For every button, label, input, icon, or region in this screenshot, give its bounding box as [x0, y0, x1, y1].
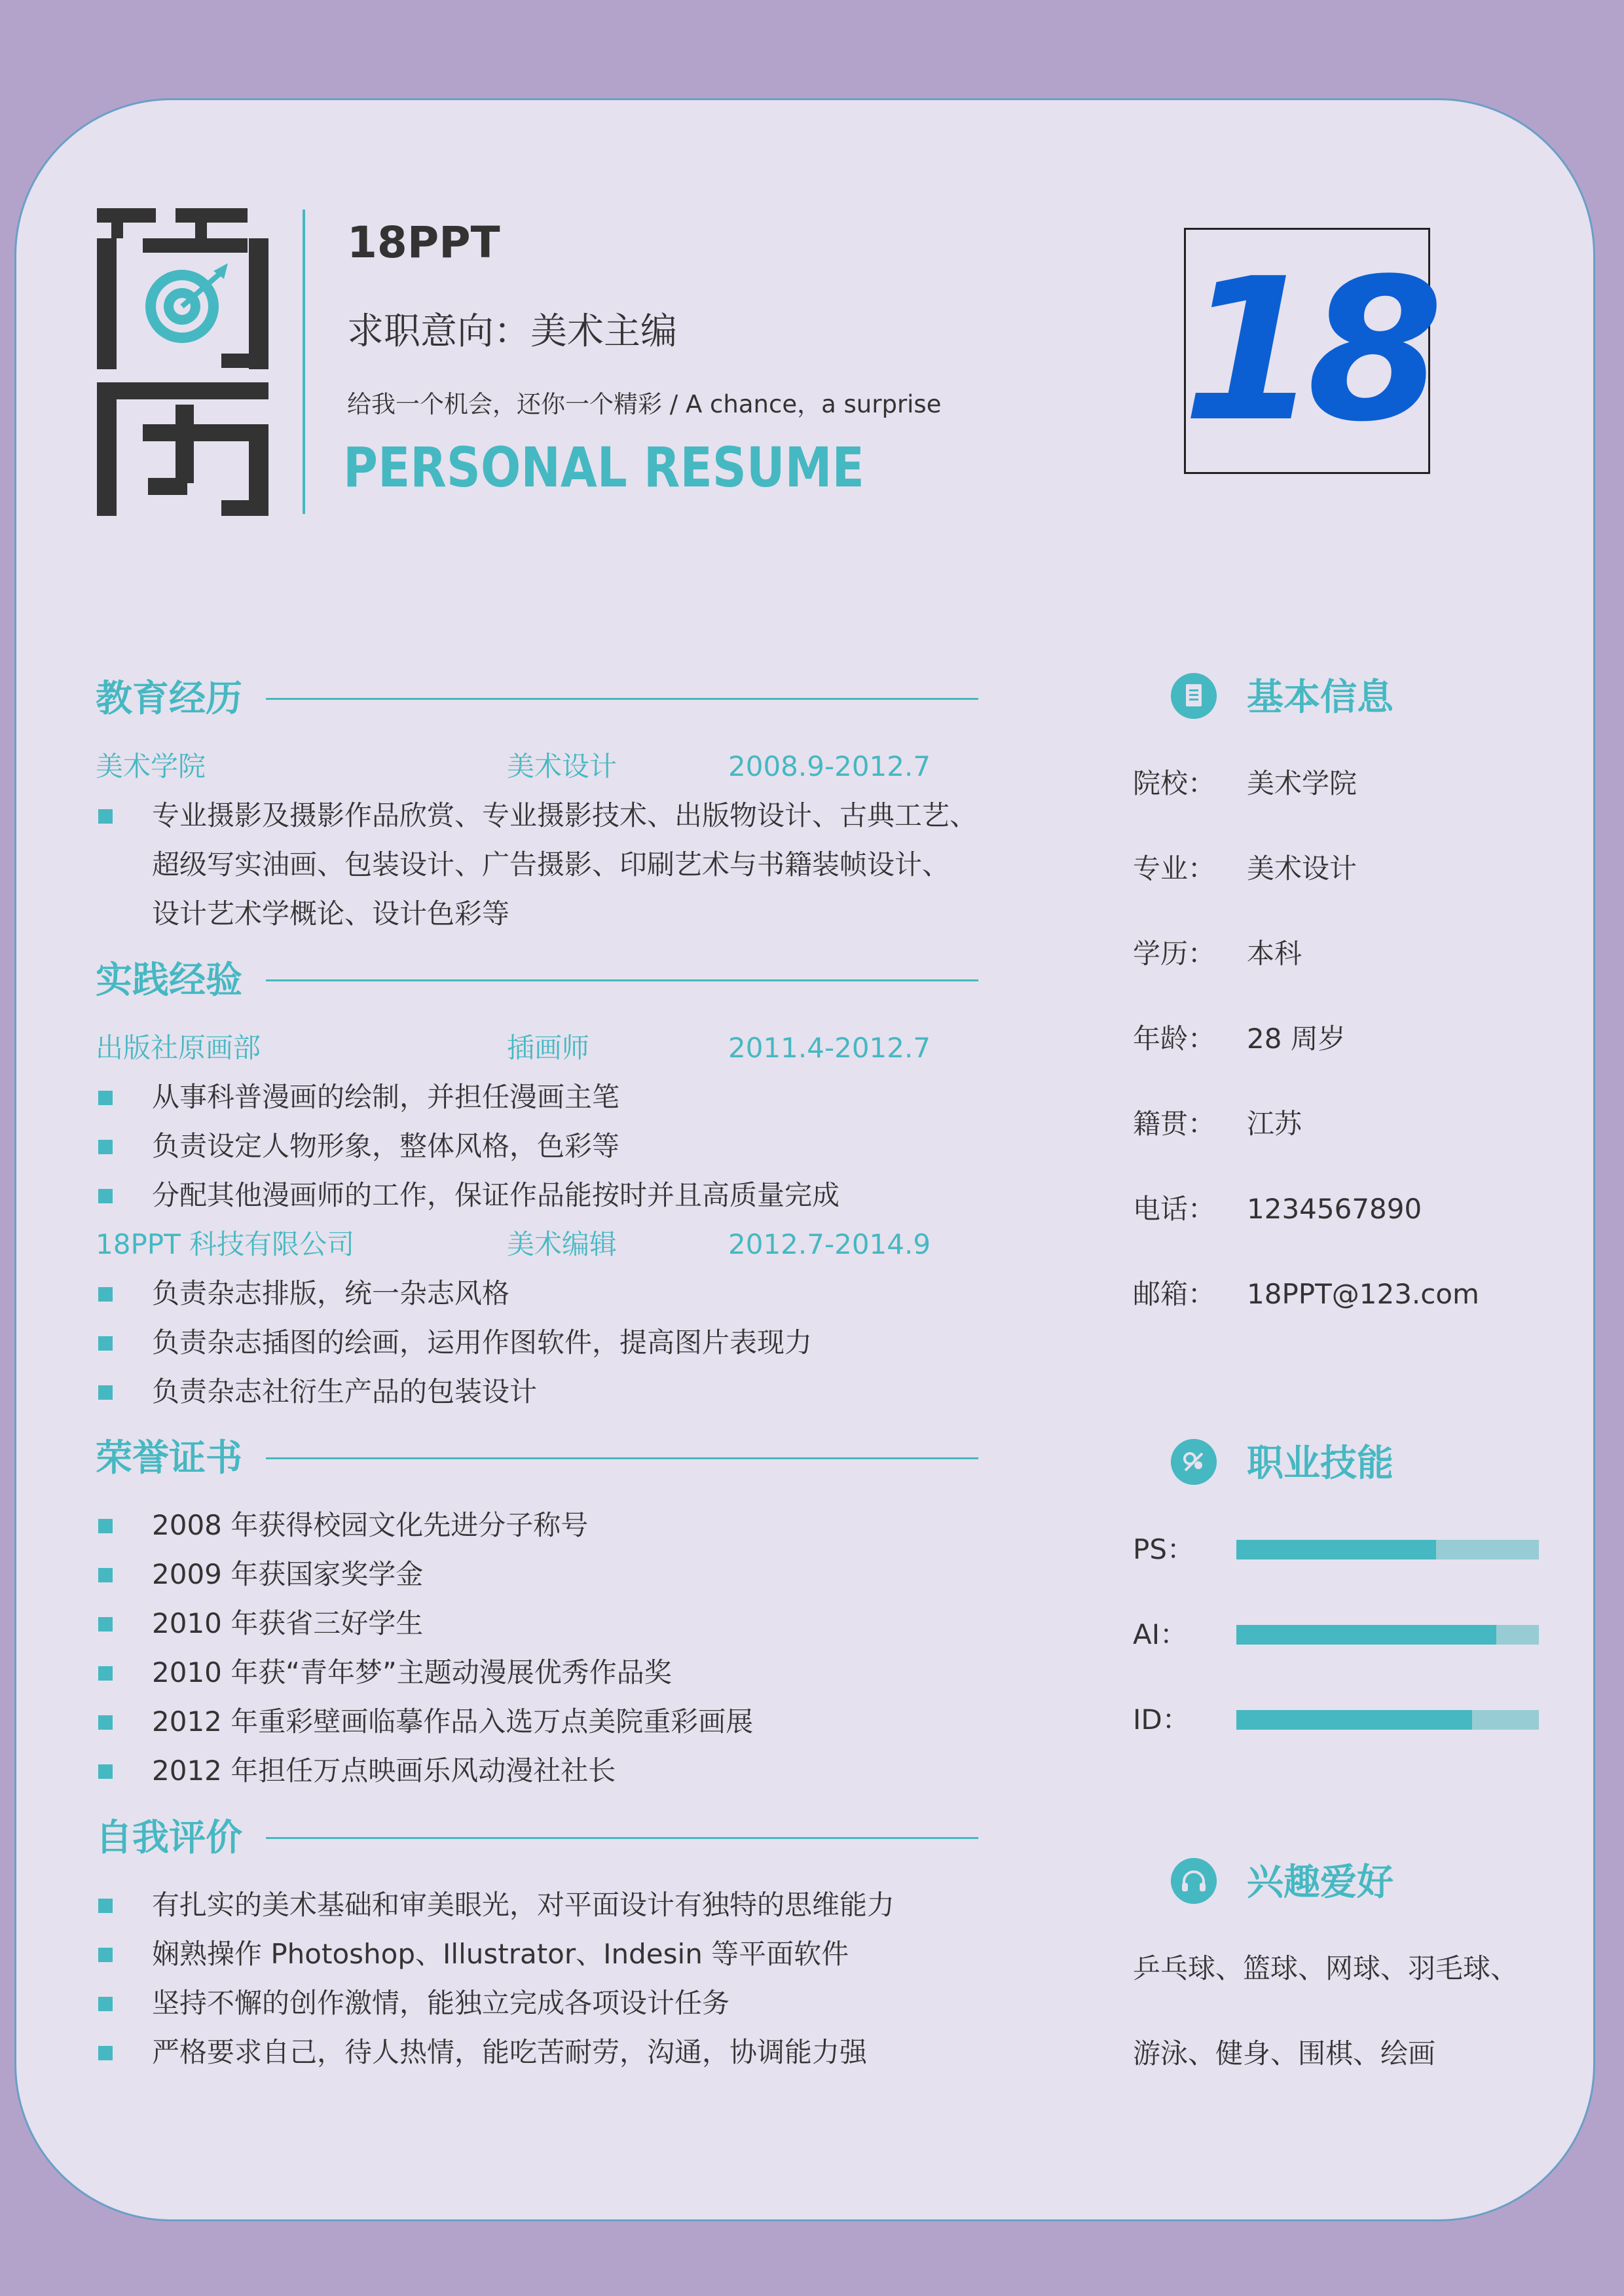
list-item-continuation: 超级写实油画、包装设计、广告摄影、印刷艺术与书籍装帧设计、 — [152, 848, 950, 881]
hobby-line: 乒乓球、篮球、网球、羽毛球、 — [1133, 1952, 1519, 1984]
info-value: 江苏 — [1247, 1108, 1302, 1140]
education-period: 2008.9-2012.7 — [728, 750, 931, 782]
practice-divider — [266, 979, 978, 981]
info-label: 学历： — [1133, 938, 1216, 970]
info-value[interactable]: 18PPT@123.com — [1247, 1278, 1479, 1310]
list-item: 从事科普漫画的绘制，并担任漫画主笔 — [96, 1072, 999, 1121]
skill-bar-fill — [1236, 1540, 1436, 1559]
hobbies-title: 兴趣爱好 — [1247, 1861, 1393, 1904]
education-divider — [266, 698, 978, 700]
honors-title: 荣誉证书 — [96, 1437, 242, 1480]
skill-label: AI： — [1133, 1618, 1188, 1650]
skill-bar — [1236, 1625, 1539, 1645]
list-item: 负责设定人物形象，整体风格，色彩等 — [96, 1121, 999, 1171]
info-label: 籍贯： — [1133, 1108, 1216, 1140]
job-role: 美术编辑 — [507, 1228, 618, 1260]
list-item: 专业摄影及摄影作品欣赏、专业摄影技术、出版物设计、古典工艺、 — [96, 791, 999, 840]
info-value: 1234567890 — [1247, 1193, 1422, 1225]
header-divider — [303, 210, 305, 514]
headphones-icon — [1171, 1858, 1217, 1904]
job-duties — [96, 1269, 999, 1416]
skill-bar — [1236, 1540, 1539, 1559]
resume-logo-graphic — [97, 208, 268, 516]
education-title: 教育经历 — [96, 678, 242, 720]
honors-divider — [266, 1457, 978, 1459]
info-label: 院校： — [1133, 767, 1216, 799]
list-item: 娴熟操作 Photoshop、Illustrator、Indesin 等平面软件 — [96, 1929, 999, 1978]
list-item: 2009 年获国家奖学金 — [96, 1550, 999, 1599]
list-item: 分配其他漫画师的工作，保证作品能按时并且高质量完成 — [96, 1171, 999, 1220]
list-item: 2012 年重彩壁画临摹作品入选万点美院重彩画展 — [96, 1697, 999, 1746]
info-value: 本科 — [1247, 938, 1302, 970]
job-intention: 求职意向：美术主编 — [347, 310, 677, 353]
info-label: 电话： — [1133, 1193, 1216, 1225]
education-details — [96, 791, 999, 938]
candidate-name: 18PPT — [347, 217, 500, 268]
info-value: 美术学院 — [1247, 767, 1357, 799]
job-duties — [96, 1072, 999, 1220]
info-label: 专业： — [1133, 852, 1216, 884]
self-eval-list — [96, 1880, 999, 2077]
list-item: 严格要求自己，待人热情，能吃苦耐劳，沟通，协调能力强 — [96, 2028, 999, 2077]
basic-info-title: 基本信息 — [1247, 676, 1393, 719]
info-value: 美术设计 — [1247, 852, 1357, 884]
skill-label: PS： — [1133, 1533, 1194, 1565]
info-label: 年龄： — [1133, 1023, 1216, 1055]
personal-resume-title: PERSONAL RESUME — [343, 435, 864, 500]
list-item: 2008 年获得校园文化先进分子称号 — [96, 1501, 999, 1550]
skill-bar — [1236, 1710, 1539, 1730]
honors-list — [96, 1501, 999, 1795]
list-item: 坚持不懈的创作激情，能独立完成各项设计任务 — [96, 1978, 999, 2028]
practice-title: 实践经验 — [96, 959, 242, 1002]
photo-logo-number: 18 — [1182, 236, 1432, 465]
list-item: 2010 年获省三好学生 — [96, 1599, 999, 1648]
list-item: 有扎实的美术基础和审美眼光，对平面设计有独特的思维能力 — [96, 1880, 999, 1929]
info-label: 邮箱： — [1133, 1278, 1216, 1310]
tools-icon — [1171, 1439, 1217, 1485]
education-major: 美术设计 — [507, 750, 618, 782]
education-school: 美术学院 — [96, 750, 206, 782]
job-company: 18PPT 科技有限公司 — [96, 1228, 355, 1260]
skill-bar-fill — [1236, 1710, 1472, 1730]
profile-photo — [1184, 228, 1430, 474]
self-eval-divider — [266, 1837, 978, 1839]
self-eval-title: 自我评价 — [96, 1817, 242, 1859]
job-period: 2011.4-2012.7 — [728, 1032, 931, 1064]
skills-title: 职业技能 — [1247, 1442, 1393, 1485]
job-company: 出版社原画部 — [96, 1032, 261, 1064]
list-item-continuation: 设计艺术学概论、设计色彩等 — [152, 898, 510, 930]
skill-bar-fill — [1236, 1625, 1496, 1645]
slogan: 给我一个机会，还你一个精彩 / A chance，a surprise — [347, 390, 942, 418]
job-period: 2012.7-2014.9 — [728, 1228, 931, 1260]
skill-label: ID： — [1133, 1704, 1190, 1736]
document-icon — [1171, 673, 1217, 719]
list-item: 2012 年担任万点映画乐风动漫社社长 — [96, 1746, 999, 1795]
list-item: 负责杂志插图的绘画，运用作图软件，提高图片表现力 — [96, 1318, 999, 1367]
hobby-line: 游泳、健身、围棋、绘画 — [1133, 2037, 1436, 2069]
list-item: 负责杂志社衍生产品的包装设计 — [96, 1367, 999, 1416]
info-value: 28 周岁 — [1247, 1023, 1346, 1055]
job-role: 插画师 — [507, 1032, 590, 1064]
list-item: 负责杂志排版，统一杂志风格 — [96, 1269, 999, 1318]
list-item: 2010 年获“青年梦”主题动漫展优秀作品奖 — [96, 1648, 999, 1697]
